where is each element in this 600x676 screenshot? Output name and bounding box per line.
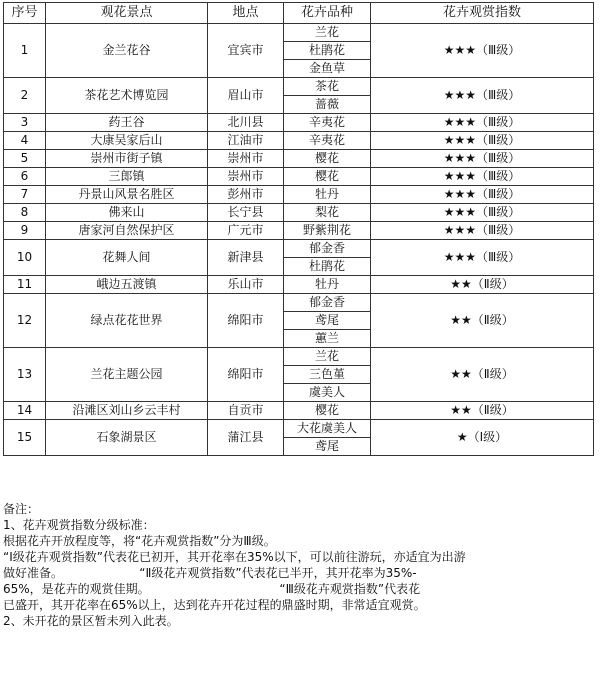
row-place: 崇州市 bbox=[208, 168, 284, 186]
flower-variety: 辛夷花 bbox=[308, 115, 345, 129]
row-spot: 石象湖景区 bbox=[46, 420, 208, 456]
row-place: 广元市 bbox=[208, 222, 284, 240]
row-place: 绵阳市 bbox=[208, 348, 284, 402]
row-spot: 茶花艺术博览园 bbox=[46, 78, 208, 114]
note-line: 65%，是花卉的观赏佳期。 “Ⅲ级花卉观赏指数”代表花 bbox=[3, 582, 421, 596]
flower-variety: 杜鹃花 bbox=[308, 259, 345, 273]
header-spot: 观花景点 bbox=[46, 3, 208, 24]
row-index: ★★（Ⅱ级） bbox=[371, 276, 594, 294]
row-number: 8 bbox=[4, 204, 46, 222]
row-number: 7 bbox=[4, 186, 46, 204]
flower-variety: 蕙兰 bbox=[314, 331, 339, 345]
flower-variety: 金鱼草 bbox=[308, 61, 345, 75]
row-number: 10 bbox=[4, 240, 46, 276]
note-line: 2、未开花的景区暂未列入此表。 bbox=[3, 614, 179, 628]
flower-variety: 蔷薇 bbox=[314, 97, 339, 111]
flower-variety: 野紫荆花 bbox=[302, 223, 351, 237]
row-number: 1 bbox=[4, 24, 46, 78]
note-line: “Ⅰ级花卉观赏指数”代表花已初开，其开花率在35%以下，可以前往游玩，亦适宜为出游 bbox=[3, 550, 466, 564]
row-place: 宜宾市 bbox=[208, 24, 284, 78]
table-row bbox=[4, 186, 594, 204]
note-line: 备注： bbox=[3, 502, 40, 516]
notes-section bbox=[3, 501, 593, 629]
row-flowers bbox=[284, 420, 371, 456]
row-place: 彭州市 bbox=[208, 186, 284, 204]
row-spot: 花舞人间 bbox=[46, 240, 208, 276]
row-place: 崇州市 bbox=[208, 150, 284, 168]
table-row bbox=[4, 294, 594, 348]
note-line: 1、花卉观赏指数分级标准： bbox=[3, 518, 155, 532]
row-flowers bbox=[284, 186, 371, 204]
row-index: ★★★（Ⅲ级） bbox=[371, 114, 594, 132]
flower-variety: 梨花 bbox=[314, 205, 339, 219]
row-number: 2 bbox=[4, 78, 46, 114]
row-spot: 沿滩区刘山乡云丰村 bbox=[46, 402, 208, 420]
flower-variety: 虞美人 bbox=[308, 385, 345, 399]
row-flowers bbox=[284, 114, 371, 132]
row-flowers bbox=[284, 132, 371, 150]
row-place: 新津县 bbox=[208, 240, 284, 276]
row-place: 绵阳市 bbox=[208, 294, 284, 348]
flower-variety: 樱花 bbox=[314, 169, 339, 183]
flower-variety: 樱花 bbox=[314, 151, 339, 165]
row-index: ★★★（Ⅲ级） bbox=[371, 78, 594, 114]
table-row bbox=[4, 420, 594, 456]
row-index: ★★★（Ⅲ级） bbox=[371, 150, 594, 168]
flower-viewing-table bbox=[3, 2, 594, 456]
row-spot: 峨边五渡镇 bbox=[46, 276, 208, 294]
row-spot: 唐家河自然保护区 bbox=[46, 222, 208, 240]
row-flowers bbox=[284, 276, 371, 294]
table-row bbox=[4, 276, 594, 294]
row-index: ★★（Ⅱ级） bbox=[371, 348, 594, 402]
row-place: 乐山市 bbox=[208, 276, 284, 294]
row-index: ★★★（Ⅲ级） bbox=[371, 186, 594, 204]
flower-variety: 杜鹃花 bbox=[284, 42, 370, 60]
row-spot: 绿点花花世界 bbox=[46, 294, 208, 348]
table-row bbox=[4, 132, 594, 150]
header-place: 地点 bbox=[208, 3, 284, 24]
row-flowers bbox=[284, 204, 371, 222]
row-index: ★★★（Ⅲ级） bbox=[371, 24, 594, 78]
row-spot: 大康吴家后山 bbox=[46, 132, 208, 150]
flower-variety: 牡丹 bbox=[314, 277, 339, 291]
row-number: 11 bbox=[4, 276, 46, 294]
row-number: 6 bbox=[4, 168, 46, 186]
row-flowers bbox=[284, 222, 371, 240]
flower-variety: 大花虞美人 bbox=[284, 420, 370, 438]
row-flowers bbox=[284, 348, 371, 402]
row-index: ★★（Ⅱ级） bbox=[371, 294, 594, 348]
note-line: 根据花卉开放程度等，将“花卉观赏指数”分为Ⅲ级。 bbox=[3, 534, 276, 548]
row-number: 4 bbox=[4, 132, 46, 150]
table-row bbox=[4, 24, 594, 78]
row-place: 长宁县 bbox=[208, 204, 284, 222]
flower-variety: 兰花 bbox=[284, 24, 370, 42]
row-index: ★★★（Ⅲ级） bbox=[371, 168, 594, 186]
row-number: 15 bbox=[4, 420, 46, 456]
row-index: ★（Ⅰ级） bbox=[371, 420, 594, 456]
flower-variety: 郁金香 bbox=[284, 294, 370, 312]
flower-variety: 鸢尾 bbox=[284, 312, 370, 330]
row-index: ★★★（Ⅲ级） bbox=[371, 240, 594, 276]
table-row bbox=[4, 402, 594, 420]
row-flowers bbox=[284, 240, 371, 276]
row-number: 5 bbox=[4, 150, 46, 168]
table-row bbox=[4, 240, 594, 276]
row-flowers bbox=[284, 24, 371, 78]
flower-variety: 辛夷花 bbox=[308, 133, 345, 147]
table-row bbox=[4, 150, 594, 168]
row-index: ★★★（Ⅲ级） bbox=[371, 222, 594, 240]
note-line: 做好准备。 “Ⅱ级花卉观赏指数”代表花已半开，其开花率为35%- bbox=[3, 566, 417, 580]
row-spot: 崇州市街子镇 bbox=[46, 150, 208, 168]
table-row bbox=[4, 222, 594, 240]
note-line: 已盛开，其开花率在65%以上，达到花卉开花过程的鼎盛时期，非常适宜观赏。 bbox=[3, 598, 426, 612]
table-row bbox=[4, 78, 594, 114]
flower-variety: 牡丹 bbox=[314, 187, 339, 201]
row-spot: 兰花主题公园 bbox=[46, 348, 208, 402]
row-number: 14 bbox=[4, 402, 46, 420]
row-spot: 药王谷 bbox=[46, 114, 208, 132]
row-flowers bbox=[284, 78, 371, 114]
row-place: 北川县 bbox=[208, 114, 284, 132]
flower-variety: 兰花 bbox=[284, 348, 370, 366]
flower-variety: 樱花 bbox=[314, 403, 339, 417]
header-index: 花卉观赏指数 bbox=[371, 3, 594, 24]
row-flowers bbox=[284, 150, 371, 168]
row-number: 12 bbox=[4, 294, 46, 348]
row-number: 3 bbox=[4, 114, 46, 132]
flower-variety: 茶花 bbox=[284, 78, 370, 96]
table-row bbox=[4, 348, 594, 402]
table-row bbox=[4, 168, 594, 186]
flower-variety: 郁金香 bbox=[284, 240, 370, 258]
header-number: 序号 bbox=[4, 3, 46, 24]
row-flowers bbox=[284, 402, 371, 420]
row-place: 自贡市 bbox=[208, 402, 284, 420]
flower-variety: 三色堇 bbox=[284, 366, 370, 384]
row-spot: 丹景山风景名胜区 bbox=[46, 186, 208, 204]
row-index: ★★（Ⅱ级） bbox=[371, 402, 594, 420]
table-body bbox=[4, 24, 594, 456]
row-place: 蒲江县 bbox=[208, 420, 284, 456]
row-spot: 三郎镇 bbox=[46, 168, 208, 186]
row-flowers bbox=[284, 294, 371, 348]
row-place: 眉山市 bbox=[208, 78, 284, 114]
table-header bbox=[4, 3, 594, 24]
row-index: ★★★（Ⅲ级） bbox=[371, 204, 594, 222]
row-number: 9 bbox=[4, 222, 46, 240]
row-flowers bbox=[284, 168, 371, 186]
row-place: 江油市 bbox=[208, 132, 284, 150]
row-index: ★★★（Ⅲ级） bbox=[371, 132, 594, 150]
row-spot: 金兰花谷 bbox=[46, 24, 208, 78]
flower-variety: 鸢尾 bbox=[314, 439, 339, 453]
header-flowers: 花卉品种 bbox=[284, 3, 371, 24]
row-number: 13 bbox=[4, 348, 46, 402]
table-row bbox=[4, 114, 594, 132]
table-row bbox=[4, 204, 594, 222]
row-spot: 佛来山 bbox=[46, 204, 208, 222]
